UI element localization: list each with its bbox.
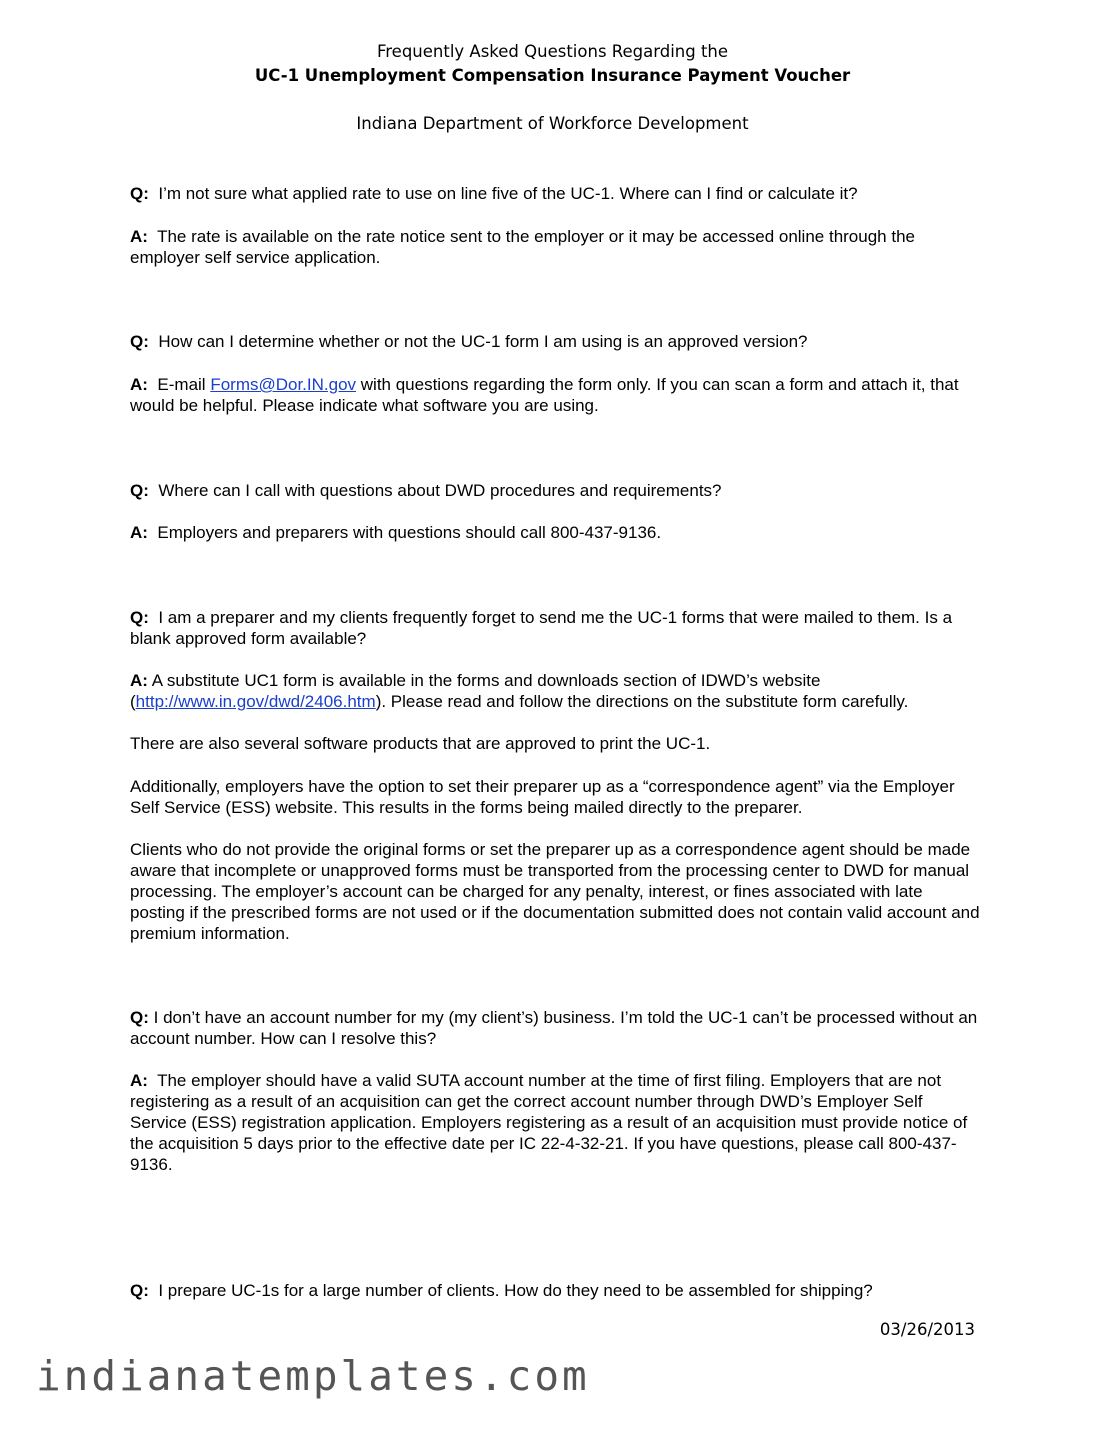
faq-4-paragraph-3: Additionally, employers have the option to set their preparer up as a “correspondence agent” via the Employer Self Service (ESS) website. This results in the forms being mailed directly to the preparer. (130, 777, 955, 817)
answer-label: A: (130, 671, 148, 690)
answer-text: The rate is available on the rate notice sent to the employer or it may be accessed online through the employer self service application. (130, 227, 915, 267)
document-header (0, 40, 1105, 136)
site-watermark: indianatemplates.com (36, 1352, 590, 1400)
question-label: Q: (130, 332, 149, 351)
answer-text: with questions regarding the form only. If you can scan a form and attach it, that would be helpful. Please indicate what software you are using. (130, 375, 959, 415)
faq-1-answer (130, 226, 980, 268)
revision-date: 03/26/2013 (879, 1320, 975, 1339)
faq-1-question (130, 183, 980, 204)
answer-label: A: (130, 375, 148, 394)
question-text: I prepare UC-1s for a large number of clients. How do they need to be assembled for shipping? (158, 1281, 873, 1300)
question-label: Q: (130, 608, 149, 627)
website-link[interactable]: http://www.in.gov/dwd/2406.htm (135, 692, 376, 711)
answer-text: ). Please read and follow the directions on the substitute form carefully. (375, 692, 909, 711)
question-label: Q: (130, 1008, 149, 1027)
faq-4-paragraph-4: Clients who do not provide the original forms or set the preparer up as a correspondence agent should be made aware that incomplete or unapproved forms must be transported from the processing center to DWD for manual processing. The employer’s account can be charged for any penalty, interest, or fines associated with late posting if the prescribed forms are not used or if the documentation submitted does not contain valid account and premium information. (130, 840, 980, 943)
question-text: How can I determine whether or not the UC-1 form I am using is an approved version? (158, 332, 808, 351)
answer-text: E-mail (157, 375, 211, 394)
faq-2-answer (130, 374, 980, 416)
department-name: Indiana Department of Workforce Development (356, 114, 749, 133)
question-label: Q: (130, 184, 149, 203)
email-link[interactable]: Forms@Dor.IN.gov (210, 375, 357, 394)
document-title: UC-1 Unemployment Compensation Insurance Payment Voucher (254, 66, 851, 85)
faq-4-question (130, 607, 980, 649)
question-label: Q: (130, 1281, 149, 1300)
faq-5-question (130, 1007, 980, 1049)
faq-4-answer (130, 670, 980, 712)
question-label: Q: (130, 481, 149, 500)
question-text: Where can I call with questions about DWD procedures and requirements? (158, 481, 722, 500)
faq-2-question (130, 331, 980, 352)
answer-text: A substitute UC1 form is available in the forms and downloads section of IDWD’s website ( (130, 671, 821, 711)
header-subtitle: Frequently Asked Questions Regarding the (376, 42, 729, 61)
faq-6-question (130, 1280, 980, 1301)
question-text: I am a preparer and my clients frequently forget to send me the UC-1 forms that were mailed to them. Is a blank approved form available? (130, 608, 953, 648)
faq-3-answer (130, 522, 980, 543)
question-text: I don’t have an account number for my (my client’s) business. I’m told the UC-1 can’t be processed without an account number. How can I resolve this? (130, 1008, 978, 1048)
answer-label: A: (130, 1071, 148, 1090)
answer-text: Employers and preparers with questions should call 800-437-9136. (157, 523, 662, 542)
faq-4-paragraph-2: There are also several software products that are approved to print the UC-1. (130, 734, 711, 753)
answer-text: The employer should have a valid SUTA account number at the time of first filing. Employers that are not registering as a result of an acquisition can get the correct account number through DWD’s Employer Self Service (ESS) registration application. Employers registering as a result of an acquisition must provide notice of the acquisition 5 days prior to the effective date per IC 22-4-32-21. If you have questions, please call 800-437-9136. (130, 1071, 968, 1174)
answer-label: A: (130, 227, 148, 246)
answer-label: A: (130, 523, 148, 542)
question-text: I’m not sure what applied rate to use on line five of the UC-1. Where can I find or calculate it? (158, 184, 858, 203)
faq-5-answer (130, 1070, 980, 1175)
faq-3-question (130, 480, 980, 501)
